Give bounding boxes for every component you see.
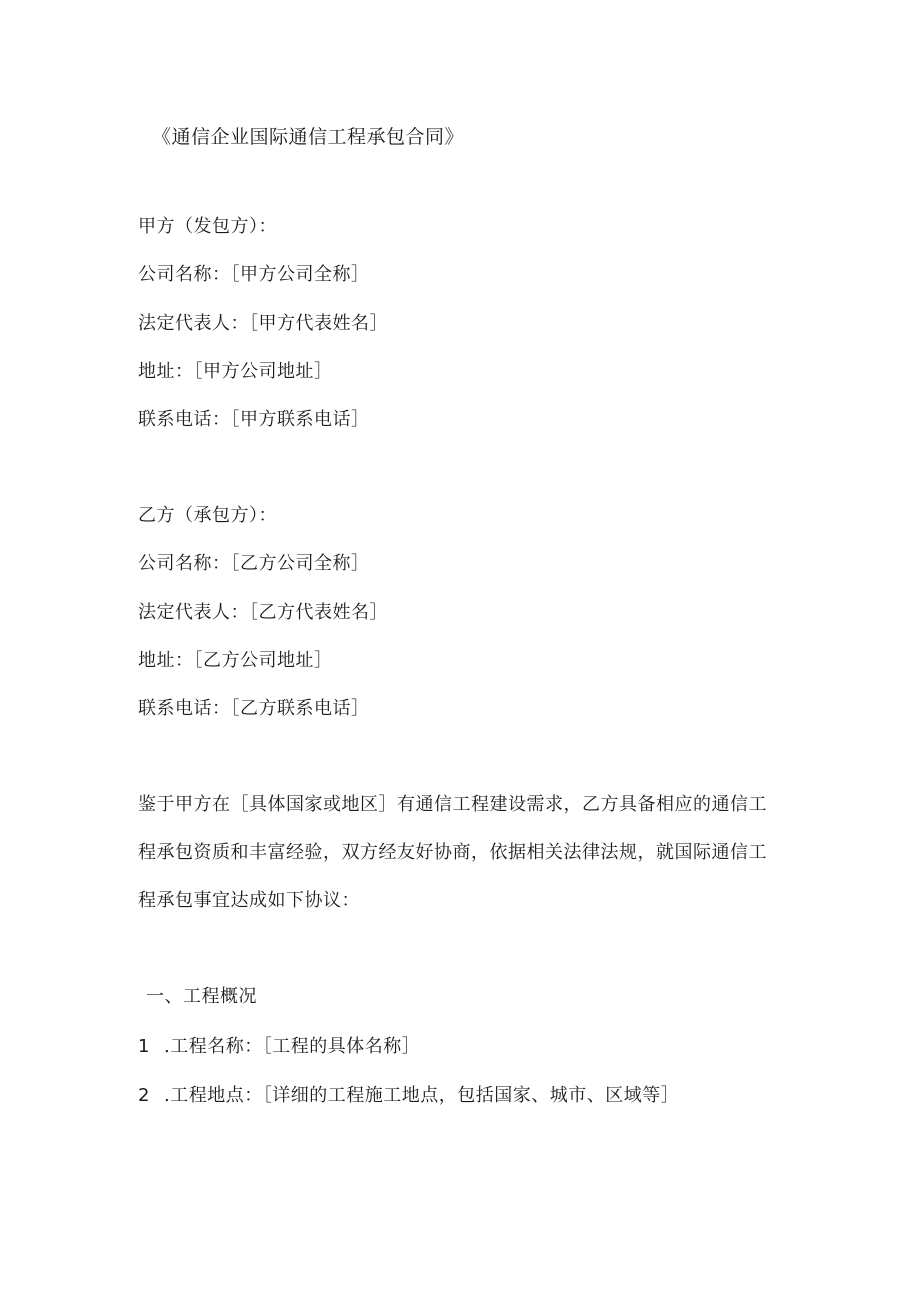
section-1-item [138,1083,679,1109]
item-text: .工程名称：［工程的具体名称］ [164,1036,421,1057]
item-number: 2 [138,1085,150,1106]
preamble-line-2: 程承包资质和丰富经验，双方经友好协商，依据相关法律法规，就国际通信工 [138,842,767,863]
party-a-company: 公司名称：［甲方公司全称］ [138,264,370,285]
party-a-heading: 甲方（发包方）： [138,216,277,237]
party-b-address: 地址：［乙方公司地址］ [138,650,333,671]
party-a-representative: 法定代表人：［甲方代表姓名］ [138,313,388,334]
preamble-line-3: 程承包事宜达成如下协议： [138,890,360,911]
party-a-address: 地址：［甲方公司地址］ [138,361,333,382]
document-title: 《通信企业国际通信工程承包合同》 [152,126,465,148]
preamble-line-1: 鉴于甲方在［具体国家或地区］有通信工程建设需求，乙方具备相应的通信工 [138,794,767,815]
item-number: 1 [138,1036,150,1057]
party-b-representative: 法定代表人：［乙方代表姓名］ [138,602,388,623]
party-a-phone: 联系电话：［甲方联系电话］ [138,409,370,430]
party-b-heading: 乙方（承包方）： [138,505,277,526]
item-text: .工程地点：［详细的工程施工地点，包括国家、城市、区域等］ [164,1085,680,1106]
party-b-phone: 联系电话：［乙方联系电话］ [138,698,370,719]
party-b-company: 公司名称：［乙方公司全称］ [138,553,370,574]
section-1-heading: 一、工程概况 [146,986,257,1007]
section-1-item [138,1034,420,1060]
